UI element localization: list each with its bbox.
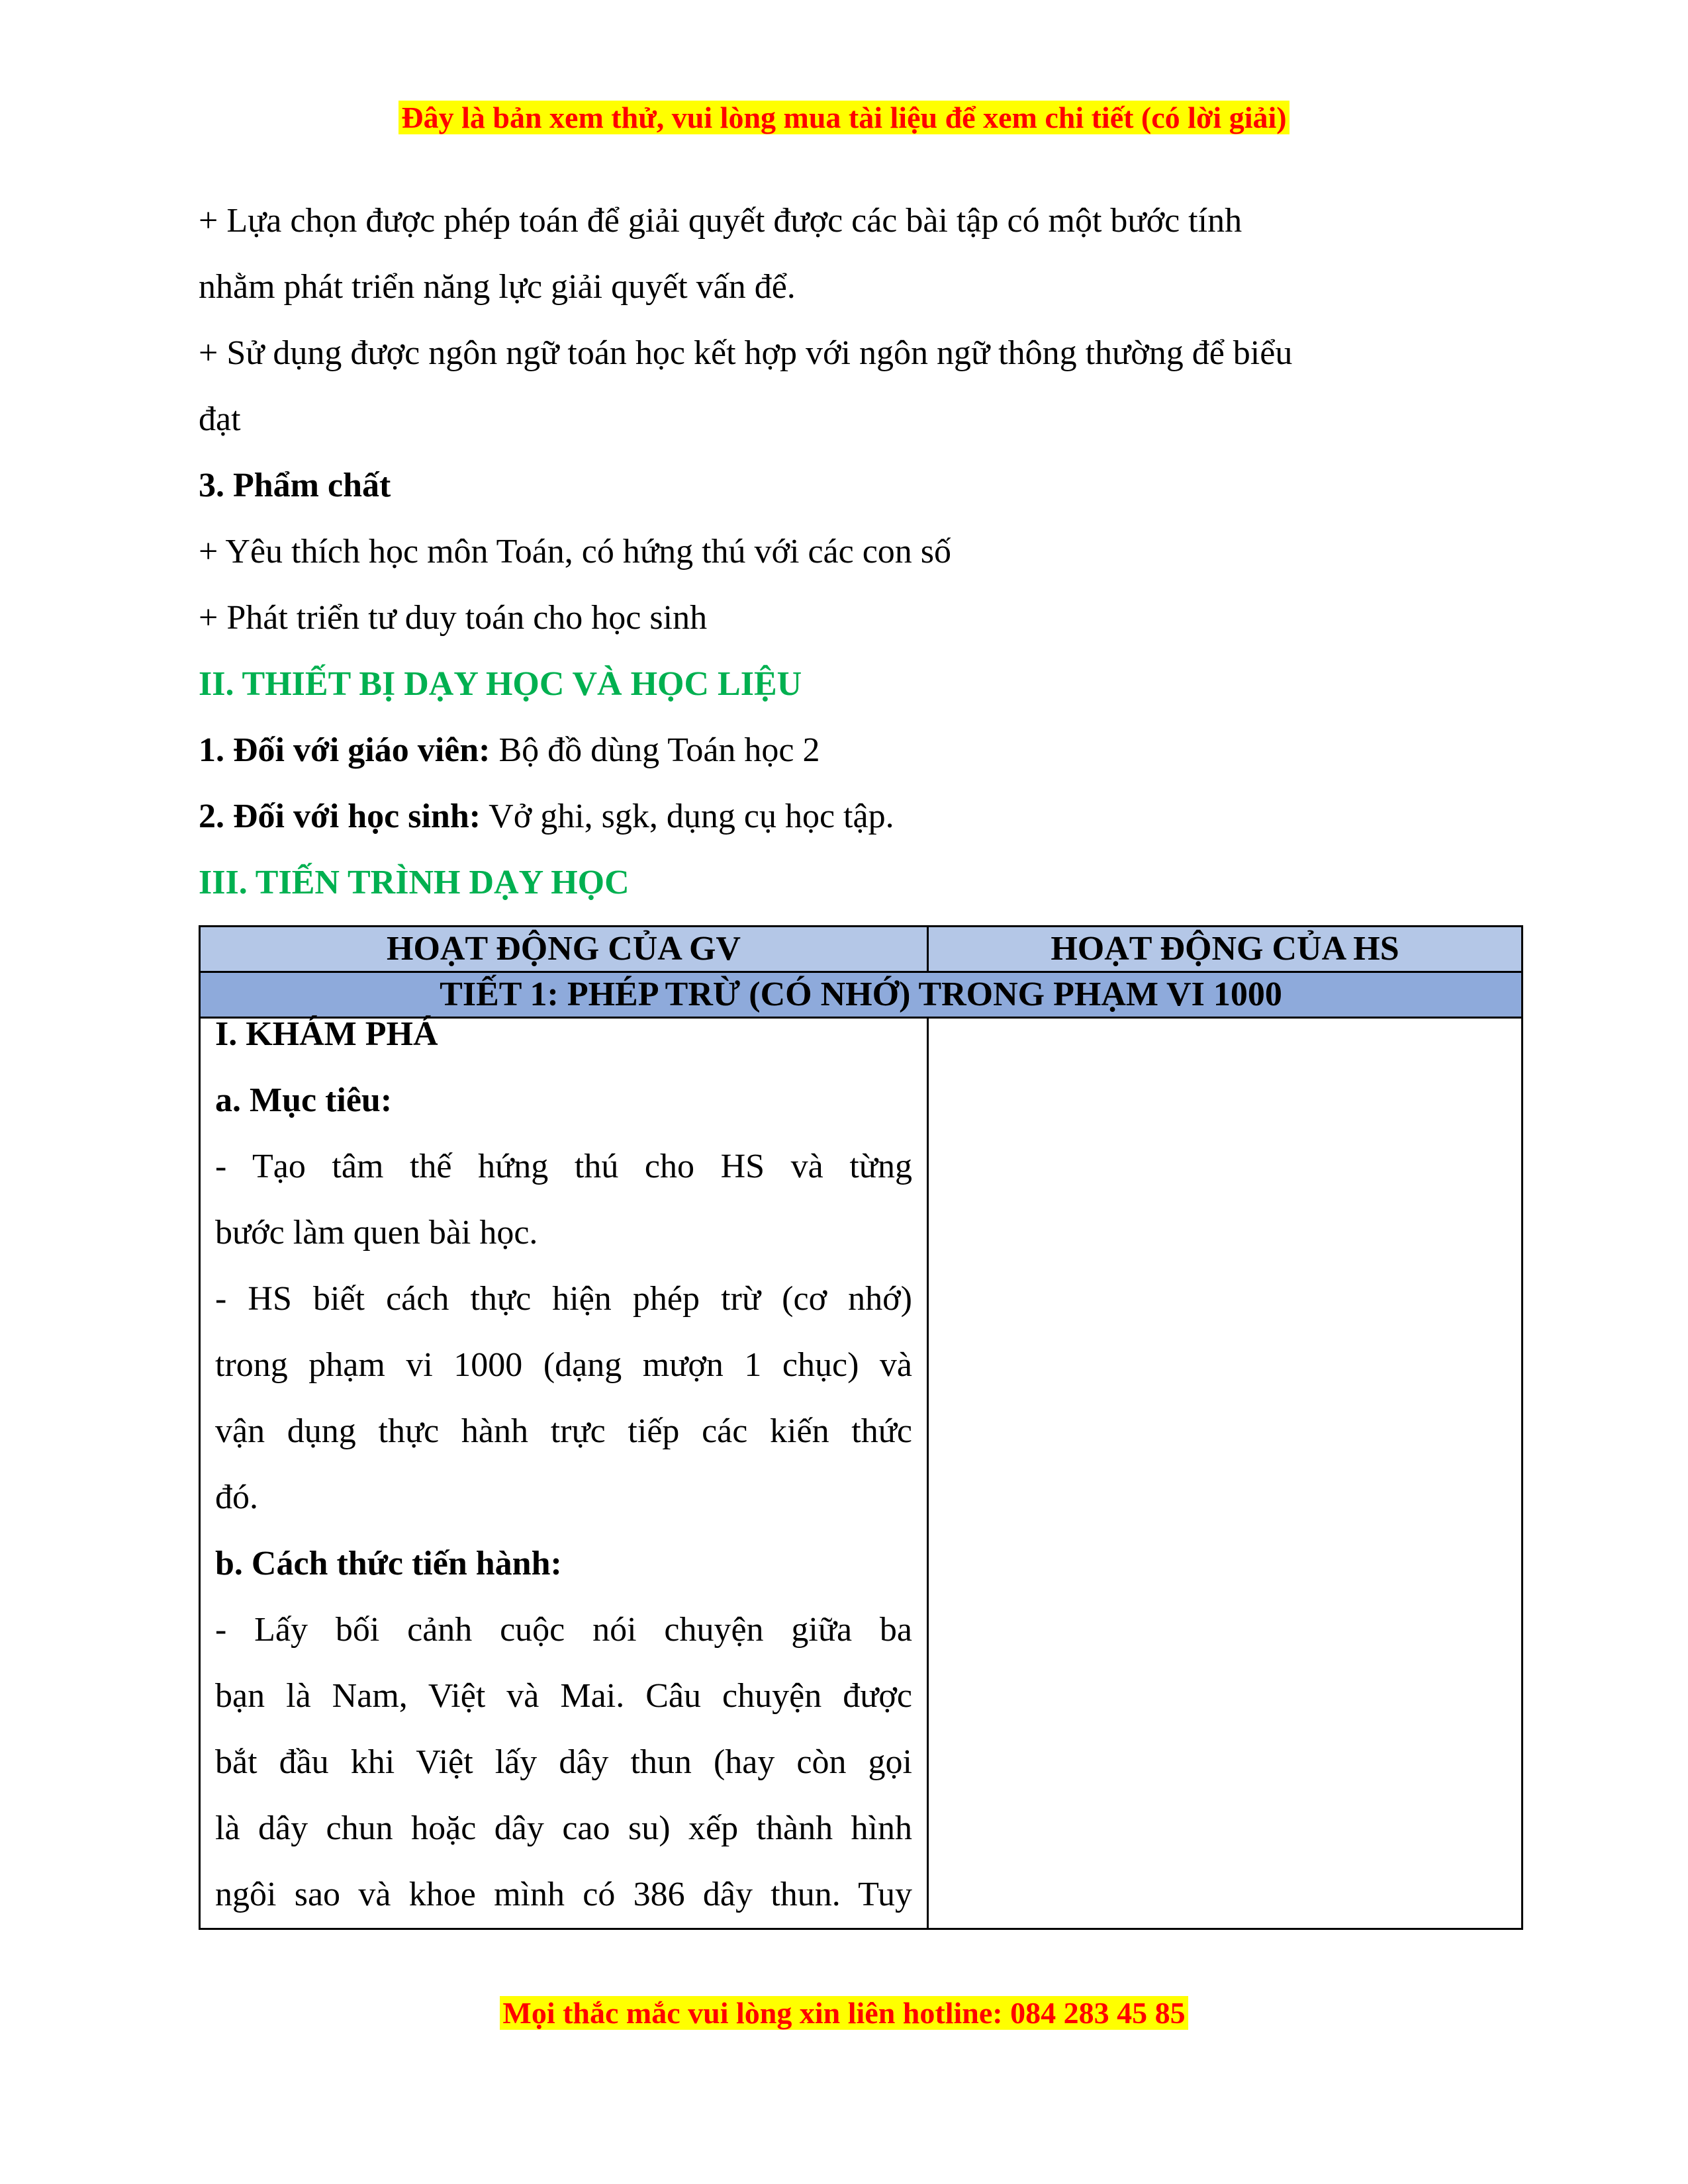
- section-3-heading: 3. Phẩm chất: [199, 467, 391, 504]
- goal-line: vận dụng thực hành trực tiếp các kiến thức: [215, 1412, 912, 1450]
- section-3-line: + Yêu thích học môn Toán, có hứng thú với các con số: [199, 533, 952, 570]
- lesson-title: TIẾT 1: PHÉP TRỪ (CÓ NHỚ) TRONG PHẠM VI 1000: [200, 972, 1523, 1018]
- part-heading: I. KHÁM PHÁ: [215, 1015, 438, 1053]
- preview-notice-banner: [0, 98, 1688, 138]
- method-line: - Lấy bối cảnh cuộc nói chuyện giữa ba: [215, 1611, 912, 1649]
- teacher-equipment-text: Bộ đồ dùng Toán học 2: [490, 731, 820, 769]
- goal-line: trong phạm vi 1000 (dạng mượn 1 chục) và: [215, 1346, 912, 1384]
- student-activity-cell: [928, 1018, 1523, 1929]
- table-header-row: [200, 927, 1523, 972]
- method-heading: b. Cách thức tiến hành:: [215, 1545, 562, 1582]
- method-line: bạn là Nam, Việt và Mai. Câu chuyện được: [215, 1677, 912, 1715]
- student-equipment-line: [199, 784, 1496, 850]
- student-equipment-label: 2. Đối với học sinh:: [199, 797, 481, 835]
- teacher-equipment-label: 1. Đối với giáo viên:: [199, 731, 491, 769]
- method-line: bắt đầu khi Việt lấy dây thun (hay còn gọi: [215, 1743, 912, 1781]
- intro-line: đạt: [199, 400, 241, 438]
- teacher-activity-header: HOẠT ĐỘNG CỦA GV: [200, 927, 928, 972]
- student-equipment-text: Vở ghi, sgk, dụng cụ học tập.: [481, 797, 894, 835]
- document-body: [199, 188, 1496, 916]
- table-row: [200, 1018, 1523, 1929]
- teacher-activity-cell: [200, 1015, 928, 1929]
- lesson-activity-table: [199, 925, 1523, 1930]
- method-line: là dây chun hoặc dây cao su) xếp thành hình: [215, 1809, 912, 1847]
- section-3-line: + Phát triển tư duy toán cho học sinh: [199, 599, 708, 637]
- intro-line: + Sử dụng được ngôn ngữ toán học kết hợp với ngôn ngữ thông thường để biểu: [199, 334, 1293, 372]
- hotline-banner: [0, 1993, 1688, 2033]
- intro-line: + Lựa chọn được phép toán để giải quyết được các bài tập có một bước tính: [199, 202, 1243, 240]
- hotline-text: Mọi thắc mắc vui lòng xin liên hotline: 084 283 45 85: [500, 1996, 1188, 2030]
- goal-line: đó.: [215, 1479, 258, 1516]
- goal-line: bước làm quen bài học.: [215, 1214, 538, 1251]
- goal-line: - HS biết cách thực hiện phép trừ (cơ nhớ): [215, 1280, 912, 1318]
- preview-notice-text: Đây là bản xem thử, vui lòng mua tài liệu để xem chi tiết (có lời giải): [399, 101, 1289, 134]
- method-line: ngôi sao và khoe mình có 386 dây thun. Tuy: [215, 1876, 912, 1913]
- intro-line: nhằm phát triển năng lực giải quyết vấn để.: [199, 268, 796, 306]
- section-II-heading: II. THIẾT BỊ DẠY HỌC VÀ HỌC LIỆU: [199, 665, 802, 703]
- goal-heading: a. Mục tiêu:: [215, 1081, 393, 1119]
- section-III-heading: III. TIẾN TRÌNH DẠY HỌC: [199, 864, 630, 901]
- student-activity-header: HOẠT ĐỘNG CỦA HS: [928, 927, 1523, 972]
- goal-line: - Tạo tâm thế hứng thú cho HS và từng: [215, 1148, 912, 1185]
- teacher-equipment-line: [199, 717, 1496, 784]
